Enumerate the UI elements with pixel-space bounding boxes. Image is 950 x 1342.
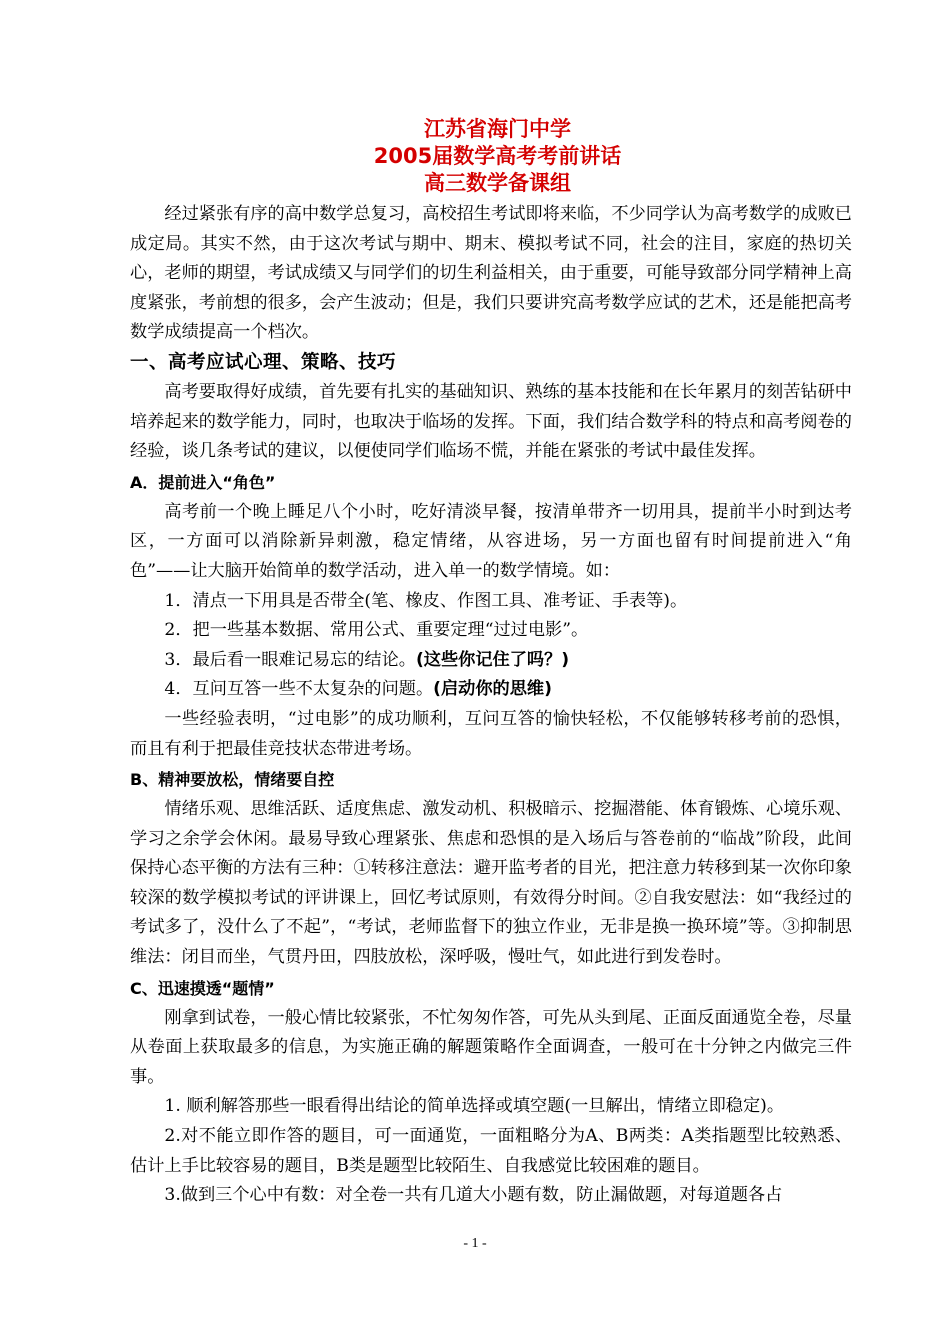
section-b-paragraph: 情绪乐观、思维活跃、适度焦虑、激发动机、积极暗示、挖掘潜能、体育锻炼、心境乐观、学习之余学会休闲。最易导致心理紧张、焦虑和恐惧的是入场后与答卷前的“临战”阶段，此间保持心态平衡的方法有三种：①转移注意法：避开监考者的目光，把注意力转移到某一次你印象较深的数学模拟考试的评讲课上，回忆考试原则，有效得分时间。②自我安慰法：如“我经过的考试多了，没什么了不起”，“考试，老师监督下的独立作业，无非是换一换环境”等。③抑制思维法：闭目而坐，气贯丹田，四肢放松，深呼吸，慢吐气，如此进行到发卷时。 [130,799,852,968]
section-1-heading: 一、高考应试心理、策略、技巧 [130,351,397,373]
author-group: 高三数学备课组 [424,171,571,195]
section-c-item-1: 1. 顺利解答那些一眼看得出结论的简单选择或填空题(一旦解出，情绪立即稳定)。 [164,1096,785,1117]
section-c-heading: C、迅速摸透“题情” [130,978,275,998]
section-c-item-3: 3.做到三个心中有数：对全卷一共有几道大小题有数，防止漏做题，对每道题各占 [164,1185,783,1206]
section-a-heading: A．提前进入“角色” [130,472,276,492]
school-name: 江苏省海门中学 [424,117,571,141]
section-a-item-3-text: 3．最后看一眼难记易忘的结论。 [164,649,416,670]
section-a-item-4-text: 4．互问互答一些不太复杂的问题。 [164,679,434,700]
section-a-item-3 [130,646,852,676]
intro-paragraph: 经过紧张有序的高中数学总复习，高校招生考试即将来临，不少同学认为高考数学的成败已成定局。其实不然，由于这次考试与期中、期末、模拟考试不同，社会的注目，家庭的热切关心，老师的期望，考试成绩又与同学们的切生利益相关，由于重要，可能导致部分同学精神上高度紧张，考前想的很多，会产生波动；但是，我们只要讲究高考数学应试的艺术，还是能把高考数学成绩提高一个档次。 [130,204,852,343]
document-body [130,200,852,1211]
document-title: 2005届数学高考考前讲话 [373,144,622,168]
section-1-paragraph: 高考要取得好成绩，首先要有扎实的基础知识、熟练的基本技能和在长年累月的刻苦钻研中培养起来的数学能力，同时，也取决于临场的发挥。下面，我们结合数学科的特点和高考阅卷的经验，谈几条考试的建议，以便使同学们临场不慌，并能在紧张的考试中最佳发挥。 [130,381,852,462]
section-a-item-1: 1．清点一下用具是否带全(笔、橡皮、作图工具、准考证、手表等)。 [164,590,688,611]
section-b-heading: B、精神要放松，情绪要自控 [130,770,335,790]
section-c-item-2: 2.对不能立即作答的题目，可一面通览，一面粗略分为A、B两类：A类指题型比较熟悉、估计上手比较容易的题目，B类是题型比较陌生、自我感觉比较困难的题目。 [130,1126,852,1176]
section-a-paragraph: 高考前一个晚上睡足八个小时，吃好清淡早餐，按清单带齐一切用具，提前半小时到达考区，一方面可以消除新异刺激，稳定情绪，从容进场，另一方面也留有时间提前进入“角色”——让大脑开始简单的数学活动，进入单一的数学情境。如： [130,501,852,581]
section-a-closing: 一些经验表明，“过电影”的成功顺利，互问互答的愉快轻松，不仅能够转移考前的恐惧，而且有利于把最佳竞技状态带进考场。 [130,708,852,759]
section-a-item-4 [130,675,852,705]
title-block [0,116,950,197]
section-a-item-2: 2．把一些基本数据、常用公式、重要定理“过过电影”。 [164,620,589,641]
section-a-item-3-emphasis: (这些你记住了吗？) [415,649,570,670]
section-a-item-4-emphasis: (启动你的思维) [433,679,552,700]
section-c-paragraph: 刚拿到试卷，一般心情比较紧张，不忙匆匆作答，可先从头到尾、正面反面通览全卷，尽量从卷面上获取最多的信息，为实施正确的解题策略作全面调查，一般可在十分钟之内做完三件事。 [130,1007,852,1087]
page-number: - 1 - [463,1236,487,1251]
